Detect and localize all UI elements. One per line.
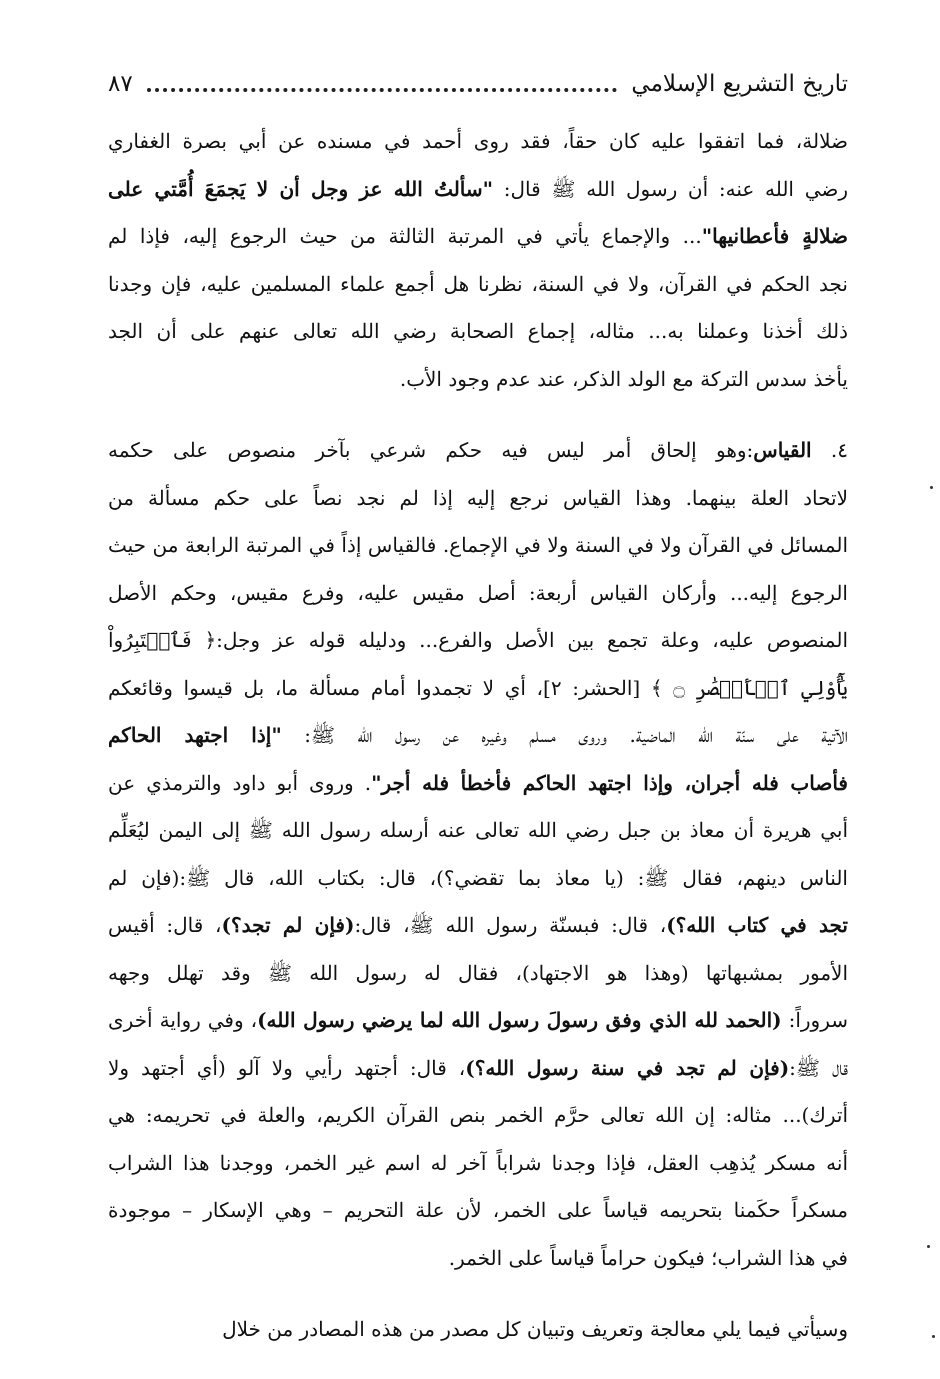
bold-text-segment: ضلالةٍ فأعطانيها" [701, 224, 848, 248]
text-segment: قال ﷺ: [789, 1055, 848, 1080]
dotted-leader [147, 88, 618, 92]
paragraph [108, 427, 848, 1282]
text-segment: ، قال: أقيس [108, 913, 222, 937]
text-segment: لاتحاد العلة بينهما. وهذا القياس نرجع إليه إذا لم نجد نصاً على حكم مسألة من [108, 485, 848, 510]
text-segment: :وهو إلحاق أمر ليس فيه حكم شرعي بآخر منصوص على حكمه [108, 438, 754, 462]
bold-text-segment: فأصاب فله أجران، وإذا اجتهد الحاكم فأخطأ فله أجر" [371, 770, 848, 795]
bold-text-segment: (فإن لم تجد؟) [221, 913, 355, 937]
text-segment: ضلالة، فما اتفقوا عليه كان حقاً، فقد روى أحمد في مسنده عن أبي بصرة الغفاري [108, 129, 848, 153]
text-line [108, 617, 848, 665]
text-line [108, 855, 848, 903]
text-segment: المسائل في القرآن ولا في السنة ولا في الإجماع. فالقياس إذاً في المرتبة الرابعة من حيث [108, 533, 848, 557]
text-segment: أترك)... مثاله: إن الله تعالى حرَّم الخمر بنص القرآن الكريم، والعلة في تحريمه: هي [108, 1103, 848, 1127]
text-line [108, 1045, 848, 1093]
text-segment: المنصوص عليه، وعلة تجمع بين الأصل والفرع... ودليله قوله عز وجل:﴿ فَٱعۡتَبِرُواْ [108, 628, 848, 652]
text-segment: ذلك أخذنا وعملنا به... مثاله، إجماع الصحابة رضي الله تعالى عنهم على أن الجد [108, 319, 848, 343]
running-header [108, 62, 848, 106]
text-line [108, 475, 848, 523]
text-segment: . وروى أبو داود والترمذي عن [108, 770, 372, 795]
text-segment: أبي هريرة أن معاذ بن جبل رضي الله تعالى عنه أرسله رسول الله ﷺ إلى اليمن ليُعَلِّم [108, 818, 848, 842]
text-line [108, 807, 848, 855]
text-segment: نجد الحكم في القرآن، ولا في السنة، نظرنا هل أجمع علماء المسلمين عليه، فإن وجدنا [108, 271, 848, 296]
scan-speck [927, 1245, 930, 1248]
book-title: تاريخ التشريع الإسلامي [631, 71, 848, 97]
text-line [108, 356, 848, 404]
text-line [108, 712, 848, 760]
text-line [108, 1187, 848, 1235]
text-segment: أنه مسكر يُذهِب العقل، فإذا وجدنا شراباً آخر له اسم غير الخمر، ووجدنا هذا الشراب [108, 1150, 848, 1175]
text-line [108, 760, 848, 808]
text-line [108, 166, 848, 214]
page-body [108, 118, 848, 1354]
text-line [108, 308, 848, 356]
paragraph-gap [108, 403, 848, 427]
scan-speck [930, 486, 933, 489]
bold-text-segment: تجد في كتاب الله؟) [666, 913, 848, 937]
paragraph-gap [108, 1282, 848, 1306]
text-segment: ... والإجماع يأتي في المرتبة الثالثة من حيث الرجوع إليه، فإذا لم [108, 224, 702, 248]
bold-text-segment: "إذا اجتهد الحاكم [108, 723, 282, 747]
text-line [108, 902, 848, 950]
text-segment: يأخذ سدس التركة مع الولد الذكر، عند عدم وجود الأب. [399, 366, 848, 391]
text-segment: مسكراً حكَمنا بتحريمه قياساً على الخمر، لأن علة التحريم – وهي الإسكار – موجودة [108, 1198, 848, 1222]
page-number: ٨٧ [108, 71, 133, 97]
text-line [108, 1092, 848, 1140]
text-segment: يَٰٓأُوْلِي ٱلۡأَبۡصَٰرِ ۝ ﴾ [الحشر: ٢]، أي لا تجمدوا أمام مسألة ما، بل قيسوا وقائعكم [108, 675, 848, 700]
text-segment: وسيأتي فيما يلي معالجة وتعريف وتبيان كل مصدر من هذه المصادر من خلال [222, 1317, 848, 1341]
text-line [108, 118, 848, 166]
paragraph [108, 118, 848, 403]
text-line [108, 665, 848, 713]
bold-text-segment: (الحمد لله الذي وفق رسولَ رسول الله لما يرضي رسول الله) [257, 1008, 782, 1032]
text-segment: الأمور بمشبهاتها (وهذا هو الاجتهاد)، فقال له رسول الله ﷺ وقد تهلل وجهه [108, 960, 848, 985]
text-segment: الآتية على سنّة الله الماضية. وروى مسلم وغيره عن رسول الله ﷺ: [281, 723, 848, 747]
text-line [108, 1306, 848, 1354]
text-line [108, 570, 848, 618]
text-line [108, 997, 848, 1045]
text-segment: الرجوع إليه... وأركان القياس أربعة: أصل مقيس عليه، وفرع مقيس، وحكم الأصل [108, 580, 848, 605]
text-segment: ، قال: أجتهد رأيي ولا آلو (أي أجتهد ولا [108, 1055, 466, 1080]
text-segment: في هذا الشراب؛ فيكون حراماً قياساً على الخمر. [448, 1245, 848, 1270]
bold-text-segment: (فإن لم تجد في سنة رسول الله؟) [465, 1055, 790, 1080]
text-segment: رضي الله عنه: أن رسول الله ﷺ قال: [493, 176, 848, 201]
bold-text-segment: القياس [753, 438, 812, 462]
text-line [108, 950, 848, 998]
text-line [108, 1140, 848, 1188]
text-segment: ٤. [811, 438, 848, 462]
text-line [108, 427, 848, 475]
text-line [108, 522, 848, 570]
text-line [108, 213, 848, 261]
bold-text-segment: "سألتُ الله عز وجل أن لا يَجمَعَ أُمَّتي على [108, 176, 494, 201]
text-segment: الناس دينهم، فقال ﷺ: (يا معاذ بما تقضي؟)، قال: بكتاب الله، قال ﷺ:(فإن لم [108, 865, 848, 890]
text-line [108, 261, 848, 309]
text-line [108, 1235, 848, 1283]
text-segment: سروراً: [781, 1008, 848, 1032]
paragraph [108, 1306, 848, 1354]
scan-speck [932, 1335, 935, 1338]
text-segment: ، قال: فبسنّة رسول الله ﷺ، قال: [354, 913, 667, 937]
text-segment: ، وفي رواية أخرى [108, 1008, 258, 1032]
